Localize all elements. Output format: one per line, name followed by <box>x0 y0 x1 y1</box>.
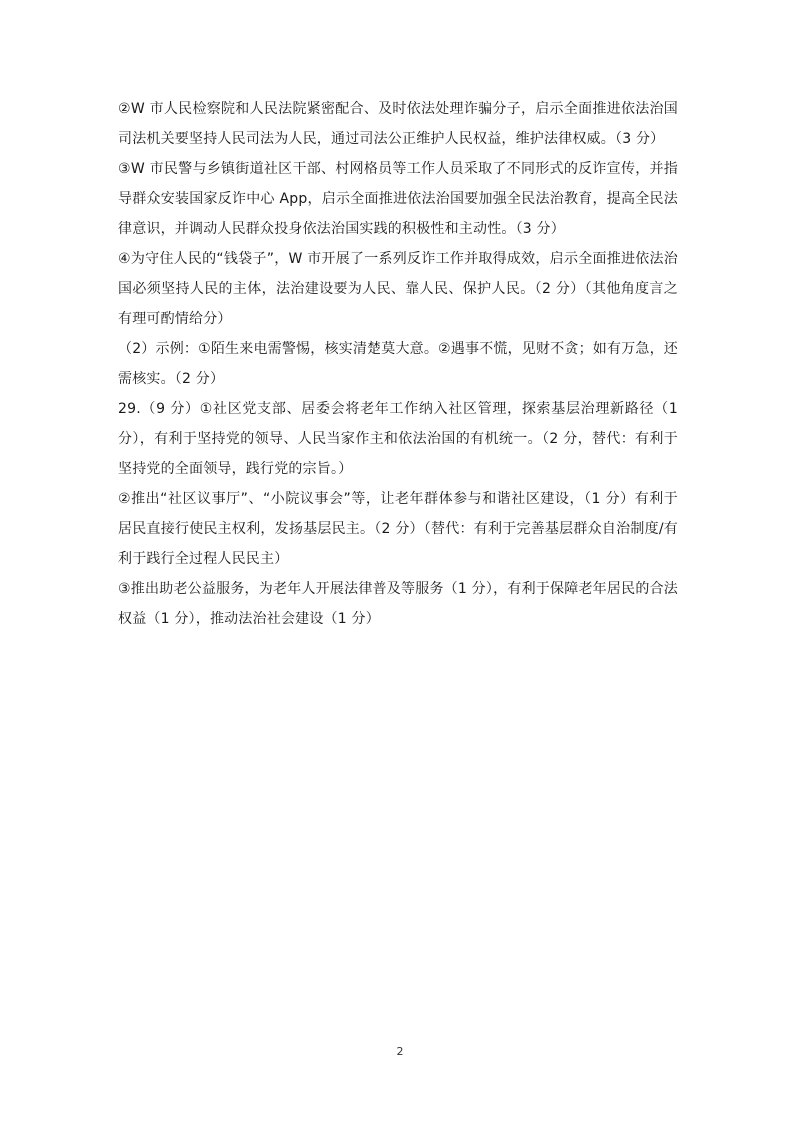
question-29-point-3: ③推出助老公益服务，为老年人开展法律普及等服务（1 分），有利于保障老年居民的合法权益（1 分），推动法治社会建设（1 分） <box>118 581 678 627</box>
page-number: 2 <box>396 1045 404 1058</box>
answer-paragraph-2: ②W 市人民检察院和人民法院紧密配合、及时依法处理诈骗分子，启示全面推进依法治国司法机关要坚持人民司法为人民，通过司法公正维护人民权益，维护法律权威。（3 分） <box>118 101 678 147</box>
question-29-point-2: ②推出“社区议事厅”、“小院议事会”等，让老年群体参与和谐社区建设，（1 分）有利于居民直接行使民主权利，发扬基层民主。（2 分）（替代：有利于完善基层群众自治制度/有利于践行全过程人民民主） <box>118 491 678 567</box>
answer-paragraph-4: ④为守住人民的“钱袋子”，W 市开展了一系列反诈工作并取得成效，启示全面推进依法治国必须坚持人民的主体，法治建设要为人民、靠人民、保护人民。（2 分）（其他角度言之有理可酌情给分） <box>118 251 678 327</box>
answer-paragraph-3: ③W 市民警与乡镇街道社区干部、村网格员等工作人员采取了不同形式的反诈宣传，并指导群众安装国家反诈中心 App，启示全面推进依法治国要加强全民法治教育，提高全民法律意识，并调动人民群众投身依法治国实践的积极性和主动性。（3 分） <box>118 161 678 237</box>
answer-example: （2）示例：①陌生来电需警惕，核实清楚莫大意。②遇事不慌，见财不贪；如有万急，还需核实。（2 分） <box>118 341 679 387</box>
question-29-point-1: 29.（9 分）①社区党支部、居委会将老年工作纳入社区管理，探索基层治理新路径（1 分），有利于坚持党的领导、人民当家作主和依法治国的有机统一。（2 分，替代：有利于坚持党的全面领导，践行党的宗旨。） <box>118 401 678 477</box>
answer-content <box>118 94 678 634</box>
